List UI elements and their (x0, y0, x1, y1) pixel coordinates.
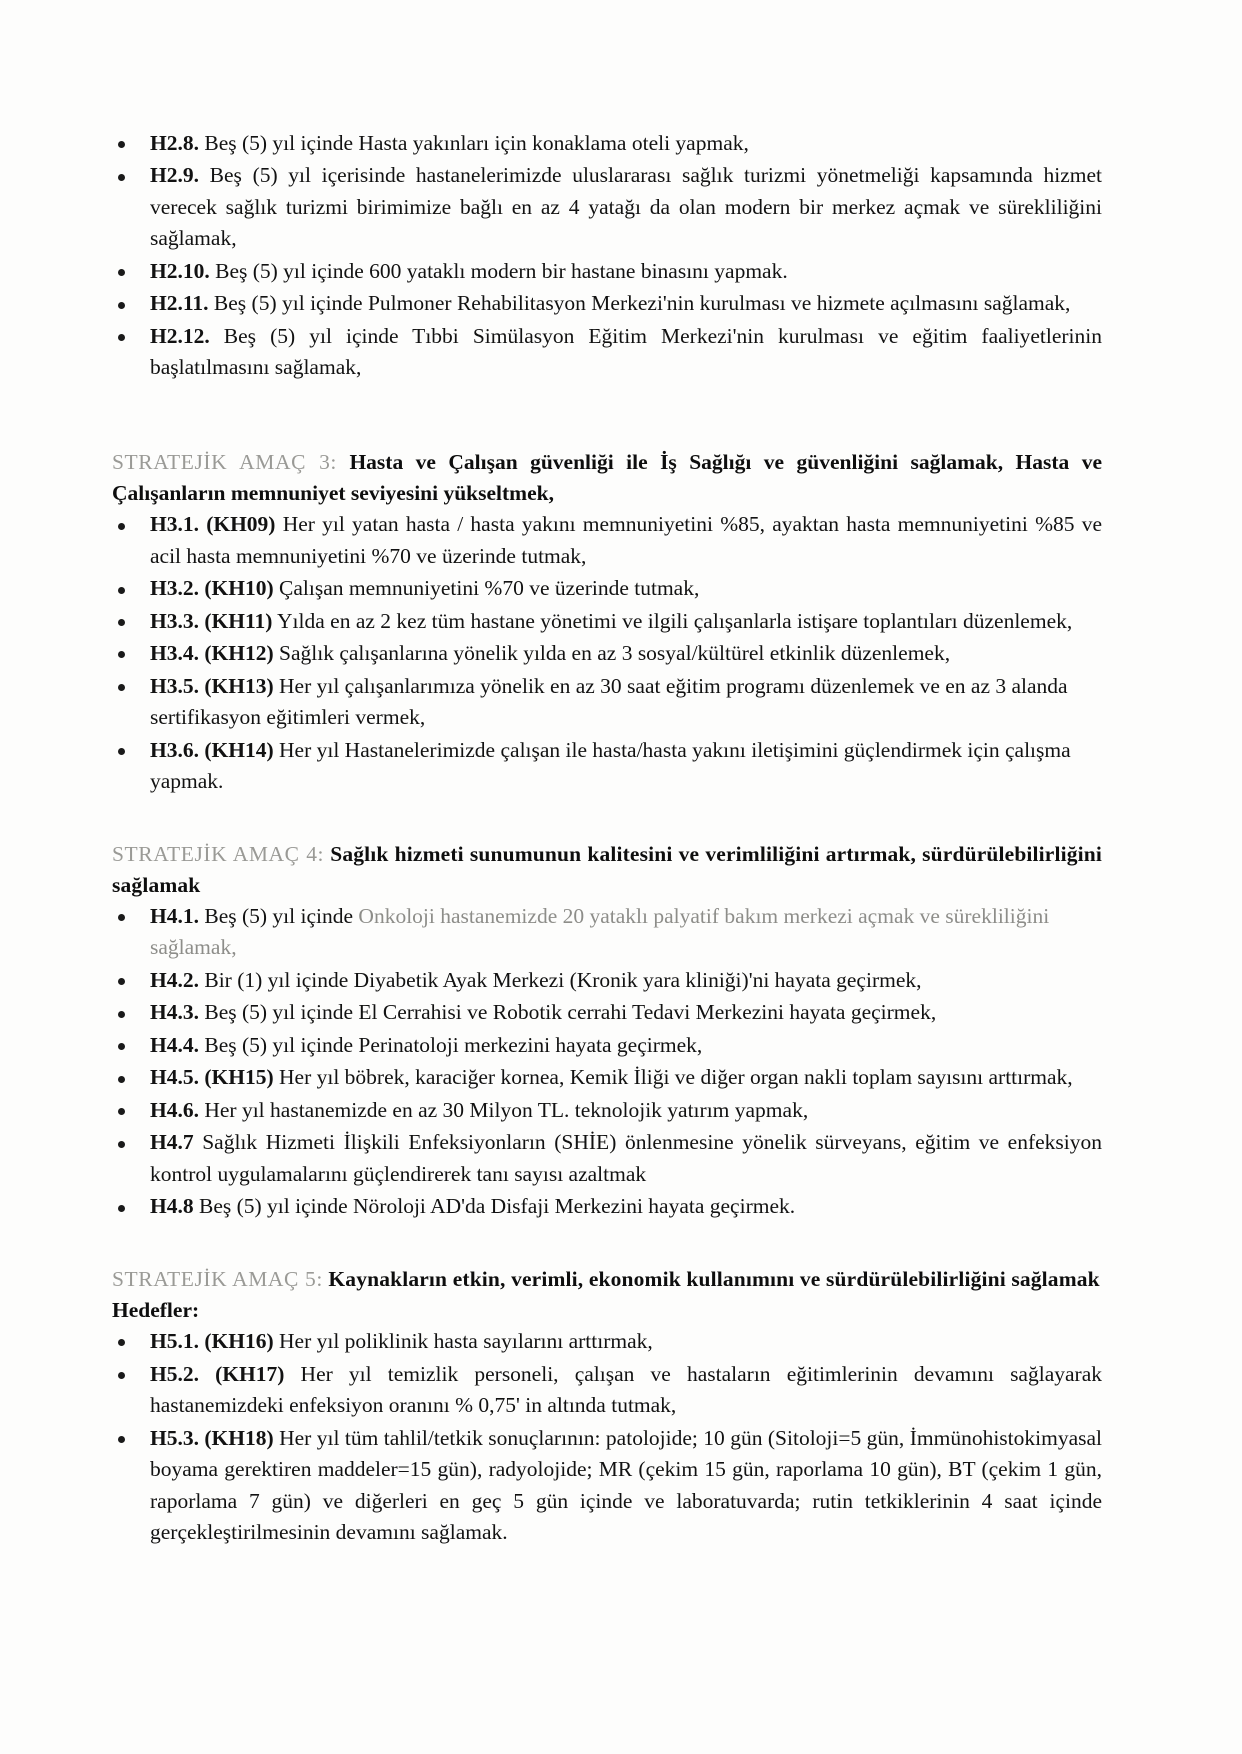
item-text: Her yıl hastanemizde en az 30 Milyon TL. teknolojik yatırım yapmak, (198, 1097, 809, 1122)
item-tag: H3.5. (KH13) (150, 673, 274, 698)
list-item (112, 1359, 1102, 1422)
item-tag: H4.8 (150, 1194, 194, 1219)
item-tag: H4.5. (KH15) (150, 1065, 274, 1090)
item-text: Her yıl yatan hasta / hasta yakını memnuniyetini %85, ayaktan hasta memnuniyetini %85 ve acil hasta memnuniyetini %70 ve üzerinde tutmak, (150, 512, 1102, 568)
goal-heading-prefix: STRATEJİK AMAÇ 5: (112, 1266, 323, 1291)
list-item (112, 671, 1102, 734)
list-item (112, 1127, 1102, 1190)
item-tag: H3.1. (KH09) (150, 512, 276, 537)
item-text: Beş (5) yıl içinde El Cerrahisi ve Robotik cerrahi Tedavi Merkezini hayata geçirmek, (198, 1000, 937, 1025)
item-tag: H4.6. (150, 1097, 199, 1122)
document-body (112, 128, 1102, 1550)
goal-heading-rest: Sağlık hizmeti sunumunun kalitesini ve verimliliğini artırmak, sürdürülebilirliğini sağlamak (112, 841, 1102, 897)
list-item (112, 606, 1102, 637)
item-text: Beş (5) yıl içinde Pulmoner Rehabilitasyon Merkezi'nin kurulması ve hizmete açılmasını sağlamak, (208, 291, 1071, 316)
item-tag: H2.12. (150, 323, 210, 348)
item-text: Yılda en az 2 kez tüm hastane yönetimi ve ilgili çalışanlarla istişare toplantıları düzenlemek, (272, 608, 1073, 633)
list-item (112, 1423, 1102, 1549)
item-tag: H3.2. (KH10) (150, 576, 274, 601)
item-text: Her yıl Hastanelerimizde çalışan ile hasta/hasta yakını iletişimini güçlendirmek için çalışma yapmak. (150, 737, 1071, 794)
item-text: Sağlık Hizmeti İlişkili Enfeksiyonların (SHİE) önlenmesine yönelik sürveyans, eğitim ve enfeksiyon kontrol uygulamalarını güçlendirerek tanı sayısı azaltmak (150, 1130, 1102, 1186)
item-tag: H3.6. (KH14) (150, 737, 274, 762)
item-text: Beş (5) yıl içinde 600 yataklı modern bir hastane binasını yapmak. (209, 258, 788, 283)
item-text: Beş (5) yıl içinde Hasta yakınları için konaklama oteli yapmak, (198, 131, 749, 155)
section-spacer (112, 385, 1102, 447)
item-text: Her yıl tüm tahlil/tetkik sonuçlarının: patolojide; 10 gün (Sitoloji=5 gün, İmmünohistokimyasal boyama gerektiren maddeler=15 gün), radyolojide; MR (çekim 15 gün, raporlama 10 gün), BT (çekim 1 gün, raporlama 7 gün) ve diğerleri en geç 5 gün içinde ve laboratuvarda; rutin tetkiklerinin 4 saat içinde gerçekleştirilmesinin devamını sağlamak. (150, 1425, 1102, 1545)
goal-heading-rest: Kaynakların etkin, verimli, ekonomik kullanımını ve sürdürülebilirliğini sağlamak (322, 1266, 1100, 1291)
list-item (112, 1062, 1102, 1093)
list-item (112, 321, 1102, 384)
item-tag: H2.8. (150, 131, 199, 155)
list-item (112, 573, 1102, 604)
list-item (112, 638, 1102, 669)
item-text-dark: Beş (5) yıl içinde (198, 903, 359, 928)
item-text: Beş (5) yıl içerisinde hastanelerimizde uluslararası sağlık turizmi yönetmeliği kapsamında hizmet verecek sağlık turizmi birimimize bağlı en az 4 yatağı da olan modern bir merkez açmak ve sürekliliğini sağlamak, (150, 163, 1102, 251)
item-text: Her yıl çalışanlarımıza yönelik en az 30 saat eğitim programı düzenlemek ve en az 3 alanda sertifikasyon eğitimleri vermek, (150, 673, 1068, 730)
item-tag: H3.3. (KH11) (150, 608, 273, 633)
item-text: Her yıl temizlik personeli, çalışan ve hastaların eğitimlerinin devamını sağlayarak hastanemizdeki enfeksiyon oranını % 0,75' in altında tutmak, (150, 1361, 1102, 1418)
item-text-faded: Onkoloji hastanemizde 20 yataklı palyatif bakım merkezi açmak ve sürekliliğini sağlamak, (150, 903, 1050, 960)
item-text: Her yıl böbrek, karaciğer kornea, Kemik İliği ve diğer organ nakli toplam sayısını arttırmak, (273, 1065, 1073, 1090)
targets-subheading: Hedefler: (112, 1297, 200, 1322)
item-text: Sağlık çalışanlarına yönelik yılda en az 3 sosyal/kültürel etkinlik düzenlemek, (273, 641, 951, 666)
objective-list-h4 (112, 901, 1102, 1223)
objective-list-h2 (112, 128, 1102, 384)
goal-heading-prefix: STRATEJİK AMAÇ 4: (112, 841, 325, 866)
item-text: Her yıl poliklinik hasta sayılarını arttırmak, (273, 1329, 653, 1354)
objective-list-h5 (112, 1326, 1102, 1548)
item-tag: H4.4. (150, 1032, 199, 1057)
objective-list-h3 (112, 509, 1102, 797)
list-item (112, 901, 1102, 964)
list-item (112, 509, 1102, 572)
list-item (112, 1191, 1102, 1222)
item-tag: H4.1. (150, 903, 199, 928)
list-item (112, 160, 1102, 254)
item-text: Çalışan memnuniyetini %70 ve üzerinde tutmak, (273, 576, 700, 601)
section-spacer (112, 799, 1102, 839)
item-tag: H2.9. (150, 163, 199, 188)
goal-heading-prefix: STRATEJİK AMAÇ 3: (112, 449, 338, 474)
item-tag: H5.3. (KH18) (150, 1425, 274, 1450)
item-text: Beş (5) yıl içinde Perinatoloji merkezini hayata geçirmek, (198, 1032, 703, 1057)
list-item (112, 735, 1102, 798)
goal-heading-rest: Hasta ve Çalışan güvenliği ile İş Sağlığı ve güvenliğini sağlamak, Hasta ve Çalışanların memnuniyet seviyesini yükseltmek, (112, 449, 1102, 506)
strategic-goal-3-heading (112, 447, 1102, 509)
strategic-goal-5-heading (112, 1264, 1102, 1295)
item-text: Beş (5) yıl içinde Tıbbi Simülasyon Eğitim Merkezi'nin kurulması ve eğitim faaliyetlerinin başlatılmasını sağlamak, (150, 323, 1102, 380)
item-text: Bir (1) yıl içinde Diyabetik Ayak Merkezi (Kronik yara kliniği)'ni hayata geçirmek, (198, 967, 922, 992)
list-item (112, 965, 1102, 996)
item-text: Beş (5) yıl içinde Nöroloji AD'da Disfaji Merkezini hayata geçirmek. (193, 1194, 796, 1219)
item-tag: H5.2. (KH17) (150, 1361, 285, 1386)
item-tag: H4.7 (150, 1130, 194, 1155)
item-tag: H3.4. (KH12) (150, 641, 274, 666)
list-item (112, 256, 1102, 287)
list-item (112, 997, 1102, 1028)
strategic-goal-4-heading (112, 839, 1102, 901)
list-item (112, 1030, 1102, 1061)
list-item (112, 288, 1102, 319)
section-spacer (112, 1224, 1102, 1264)
item-tag: H2.10. (150, 258, 210, 283)
list-item (112, 128, 1102, 159)
item-tag: H2.11. (150, 291, 209, 316)
item-tag: H4.2. (150, 967, 199, 992)
item-tag: H4.3. (150, 1000, 199, 1025)
list-item (112, 1095, 1102, 1126)
item-tag: H5.1. (KH16) (150, 1329, 274, 1354)
list-item (112, 1326, 1102, 1357)
